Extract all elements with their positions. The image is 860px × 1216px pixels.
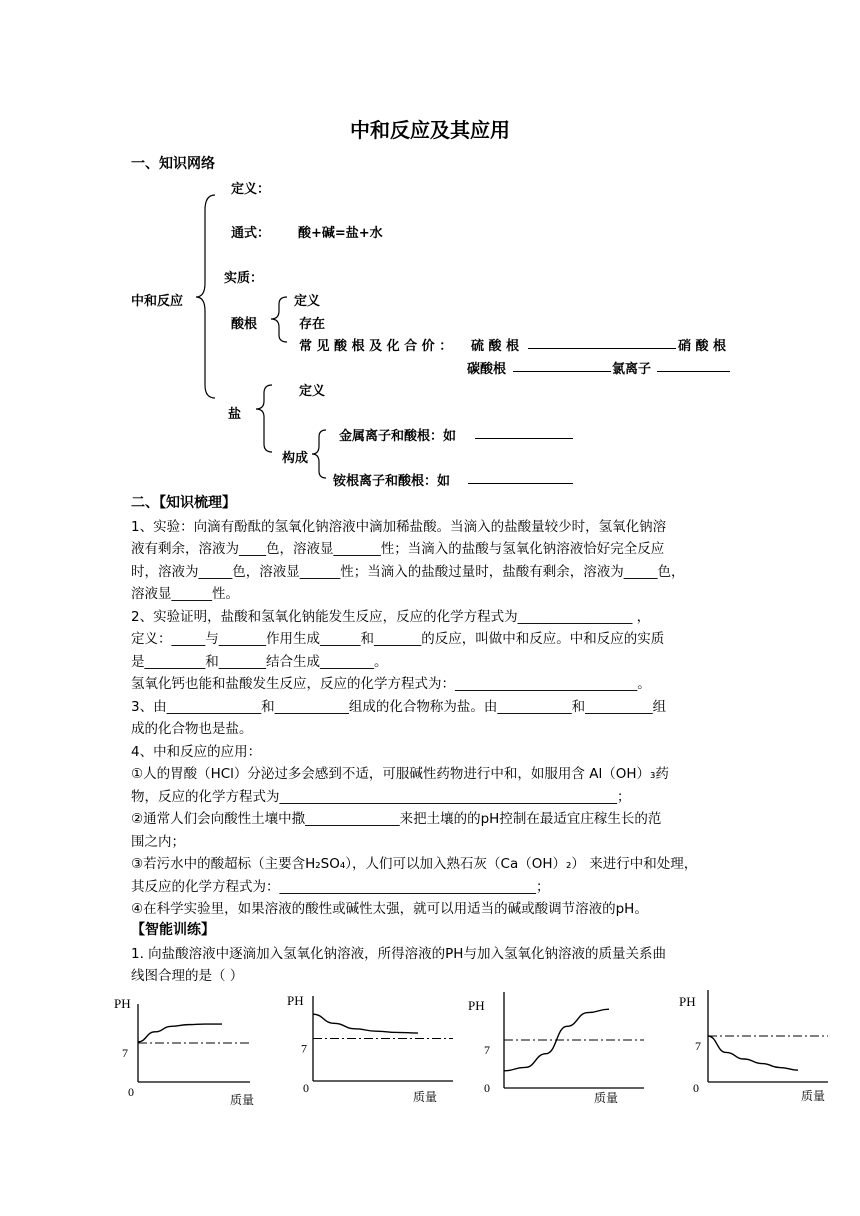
chloride-label: 氯离子 — [612, 362, 652, 377]
text-line: 3、由______________和___________组成的化合物称为盐。由___________和__________组 — [131, 699, 667, 715]
x-axis-label: 质量 — [801, 1089, 826, 1103]
section1-heading: 一、知识网络 — [131, 156, 215, 172]
section3-heading: 【智能训练】 — [131, 922, 215, 938]
carbonate-blank[interactable] — [513, 358, 611, 372]
text-line: 定义：_____与_______作用生成______和_______的反应，叫做中和反应。中和反应的实质 — [131, 631, 665, 647]
acid-radical-label: 酸根 — [231, 317, 258, 332]
nitrate-label: 硝 酸 根 — [678, 339, 727, 354]
ph-curve — [708, 1036, 798, 1070]
text-line: 其反应的化学方程式为：______________________________________； — [131, 879, 550, 895]
tick-label-7: 7 — [301, 1041, 307, 1056]
question-1: 1. 向盐酸溶液中逐滴加入氢氧化钠溶液，所得溶液的PH与加入氢氧化钠溶液的质量关系曲 — [131, 946, 666, 962]
ammonium-acid-blank[interactable] — [468, 470, 573, 484]
metal-acid: 金属离子和酸根：如 — [339, 429, 457, 444]
ar-exist: 存在 — [299, 317, 326, 332]
graph-d — [673, 988, 833, 1112]
salt-def: 定义 — [299, 384, 326, 399]
text-line: 2、实验证明，盐酸和氢氧化钠能发生反应，反应的化学方程式为_________________ ， — [131, 609, 651, 625]
def-label: 定义： — [231, 182, 271, 197]
origin-label: 0 — [128, 1085, 134, 1099]
text-line: 围之内； — [131, 834, 185, 850]
text-line: 溶液显______性。 — [131, 586, 239, 602]
text-line: 成的化合物也是盐。 — [131, 721, 253, 737]
page-title: 中和反应及其应用 — [350, 118, 510, 142]
text-line: 物，反应的化学方程式为__________________________________________________； — [131, 789, 631, 805]
metal-acid-blank[interactable] — [475, 425, 573, 439]
chloride-blank[interactable] — [657, 358, 730, 372]
text-line: 1、实验：向滴有酚酞的氢氧化钠溶液中滴加稀盐酸。当滴入的盐酸量较少时，氢氧化钠溶 — [131, 519, 667, 535]
y-axis-label: PH — [679, 994, 696, 1009]
carbonate-label: 碳酸根 — [467, 362, 507, 377]
graph-c — [462, 988, 652, 1112]
x-axis-label: 质量 — [413, 1090, 438, 1104]
graph-a — [110, 992, 260, 1112]
ph-curve — [313, 1014, 418, 1033]
formula-label: 通式： — [231, 226, 271, 241]
text-line: ①人的胃酸（HCl）分泌过多会感到不适，可服碱性药物进行中和，如服用含 Al（OH）₃药 — [131, 766, 669, 782]
ph-curve — [138, 1024, 222, 1042]
y-axis-label: PH — [287, 993, 304, 1008]
text-line: 是_________和_______结合生成________。 — [131, 654, 388, 670]
text-line: ②通常人们会向酸性土壤中撒______________来把土壤的的pH控制在最适宜庄稼生长的范 — [131, 811, 662, 827]
y-axis-label: PH — [114, 996, 131, 1011]
origin-label: 0 — [693, 1081, 699, 1095]
tick-label-7: 7 — [695, 1039, 701, 1053]
text-line: ③若污水中的酸超标（主要含H₂SO₄），人们可以加入熟石灰（Ca（OH）₂） 来进行中和处理， — [131, 856, 698, 872]
formula: 酸+碱=盐+水 — [298, 226, 383, 241]
salt-label: 盐 — [228, 407, 242, 422]
y-axis-label: PH — [468, 998, 485, 1013]
origin-label: 0 — [484, 1081, 490, 1095]
text-line: 4、中和反应的应用： — [131, 744, 262, 760]
sulfate-blank[interactable] — [528, 335, 676, 349]
text-line: ④在科学实验里，如果溶液的酸性或碱性太强，就可以用适当的碱或酸调节溶液的pH。 — [131, 901, 648, 917]
essence-label: 实质： — [224, 271, 264, 286]
ar-def: 定义 — [294, 294, 321, 309]
origin-label: 0 — [303, 1081, 309, 1095]
tick-label-7: 7 — [122, 1046, 128, 1060]
text-line: 液有剩余，溶液为____色，溶液显_______性；当滴入的盐酸与氢氧化钠溶液恰好完全反应 — [131, 541, 665, 557]
x-axis-label: 质量 — [594, 1091, 619, 1105]
composition-label: 构成 — [282, 451, 309, 466]
tick-label-7: 7 — [484, 1043, 490, 1057]
text-line: 时，溶液为_____色，溶液显______性；当滴入的盐酸过量时，盐酸有剩余，溶液为_____色， — [131, 564, 685, 580]
graph-b — [283, 988, 458, 1112]
question-1-cont: 线图合理的是（ ） — [131, 968, 244, 984]
ammonium-acid: 铵根离子和酸根：如 — [333, 474, 451, 489]
x-axis-label: 质量 — [230, 1093, 255, 1107]
text-line: 氢氧化钙也能和盐酸发生反应，反应的化学方程式为：___________________________。 — [131, 676, 651, 692]
section2-heading: 二、【知识梳理】 — [131, 495, 236, 511]
root-label: 中和反应 — [131, 294, 184, 309]
ar-common: 常 见 酸 根 及 化 合 价 ： — [299, 339, 453, 354]
sulfate-label: 硫 酸 根 — [471, 339, 520, 354]
